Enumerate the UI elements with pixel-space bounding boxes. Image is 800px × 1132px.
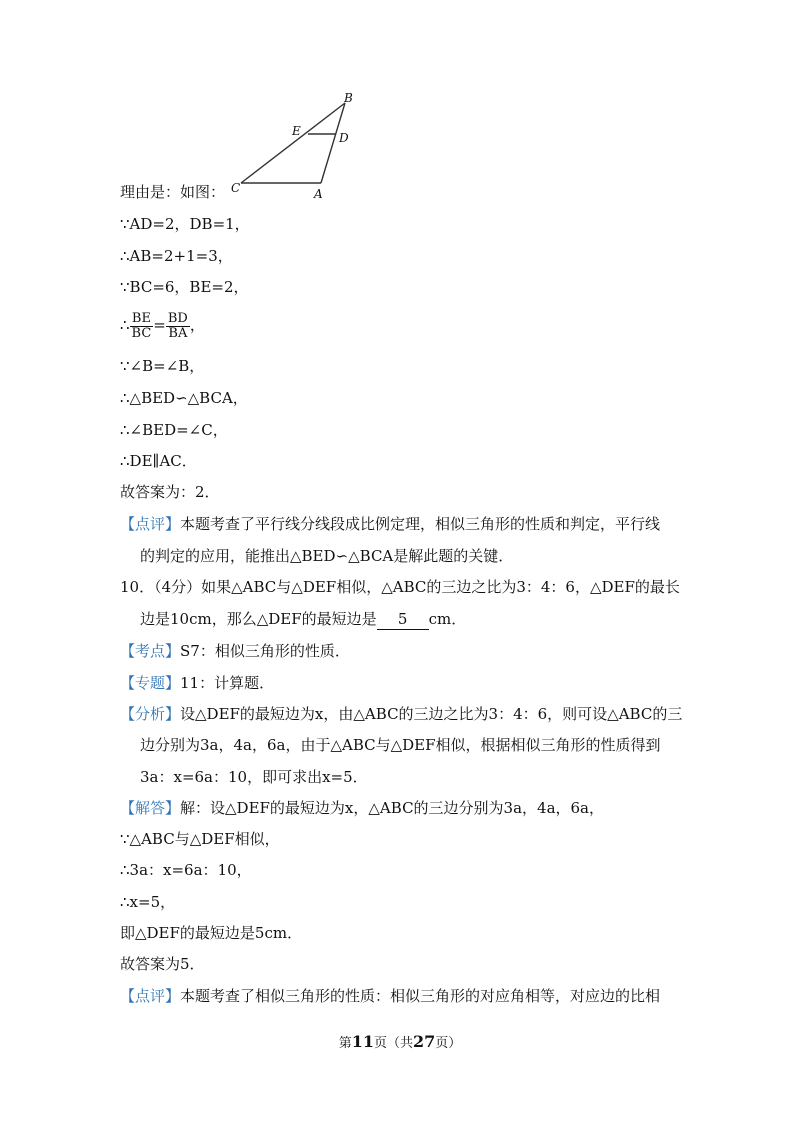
triangle-figure (225, 92, 365, 202)
text-line: ∴∠BED=∠C， (120, 421, 228, 439)
question-line: 边是10cm，那么△DEF的最短边是 5 cm． (140, 610, 467, 628)
fraction-bd-ba: $\frac{BD}{BA}$ (167, 310, 188, 341)
text-line: ∵BC=6，BE=2， (120, 278, 249, 296)
text-line: 3a：x=6a：10，即可求出x=5． (140, 768, 368, 786)
equals-sign: = (153, 316, 166, 334)
fraction-be-bc: $\frac{BE}{BC}$ (131, 310, 152, 341)
page-footer: 第11页（共27页） (338, 1032, 462, 1051)
label-b: B (344, 92, 353, 105)
text-line: 边分别为3a，4a，6a，由于△ABC与△DEF相似，根据相似三角形的性质得到 (140, 736, 661, 754)
zhuanti-line: 【专题】11：计算题． (120, 674, 275, 692)
text-line: ∵△ABC与△DEF相似， (120, 830, 280, 848)
question-line: 10．（4分）如果△ABC与△DEF相似，△ABC的三边之比为3：4：6，△DEF的最长 (120, 578, 680, 596)
text-line: ∴DE∥AC． (120, 452, 197, 470)
text-line: 故答案为5． (120, 955, 205, 973)
label-c: C (231, 181, 241, 195)
kaodian-line: 【考点】S7：相似三角形的性质． (120, 642, 350, 660)
segment-cb (241, 103, 345, 183)
text-line: 的判定的应用，能推出△BED∽△BCA是解此题的关键． (140, 547, 514, 565)
text-line: 即△DEF的最短边是5cm． (120, 924, 303, 942)
text-line: 理由是：如图： (120, 183, 226, 201)
text-line: ∴3a：x=6a：10， (120, 861, 252, 879)
comment-paragraph: 【点评】本题考查了相似三角形的性质：相似三角形的对应角相等，对应边的比相 (120, 987, 661, 1005)
zhuanti-tag: 【专题】 (120, 674, 181, 692)
text-line: ∵AD=2，DB=1， (120, 215, 250, 233)
therefore-symbol: ∴ (120, 316, 130, 334)
comment-tag: 【点评】 (120, 987, 181, 1005)
fenxi-tag: 【分析】 (120, 705, 181, 723)
label-a: A (314, 187, 323, 201)
fraction-line: ∴ $\frac{BE}{BC}$ = $\frac{BD}{BA}$ ， (120, 310, 205, 341)
answer-blank: 5 (377, 609, 429, 630)
text-line: 故答案为：2． (120, 483, 220, 501)
page-number: 11 (351, 1032, 374, 1051)
jieda-tag: 【解答】 (120, 799, 181, 817)
comment-tag: 【点评】 (120, 515, 181, 533)
text-line: ∴△BED∽△BCA， (120, 389, 248, 407)
page-total: 27 (413, 1032, 436, 1051)
label-d: D (339, 131, 349, 145)
comment-paragraph: 【点评】本题考查了平行线分线段成比例定理，相似三角形的性质和判定，平行线 (120, 515, 661, 533)
label-e: E (292, 124, 301, 138)
kaodian-tag: 【考点】 (120, 642, 181, 660)
text-line: ∴AB=2+1=3， (120, 247, 233, 265)
fenxi-line: 【分析】设△DEF的最短边为x，由△ABC的三边之比为3：4：6，则可设△ABC的三 (120, 705, 683, 723)
text-line: ∴x=5， (120, 893, 176, 911)
text-line: ∵∠B=∠B， (120, 357, 205, 375)
jieda-line: 【解答】解：设△DEF的最短边为x，△ABC的三边分别为3a，4a，6a， (120, 799, 605, 817)
